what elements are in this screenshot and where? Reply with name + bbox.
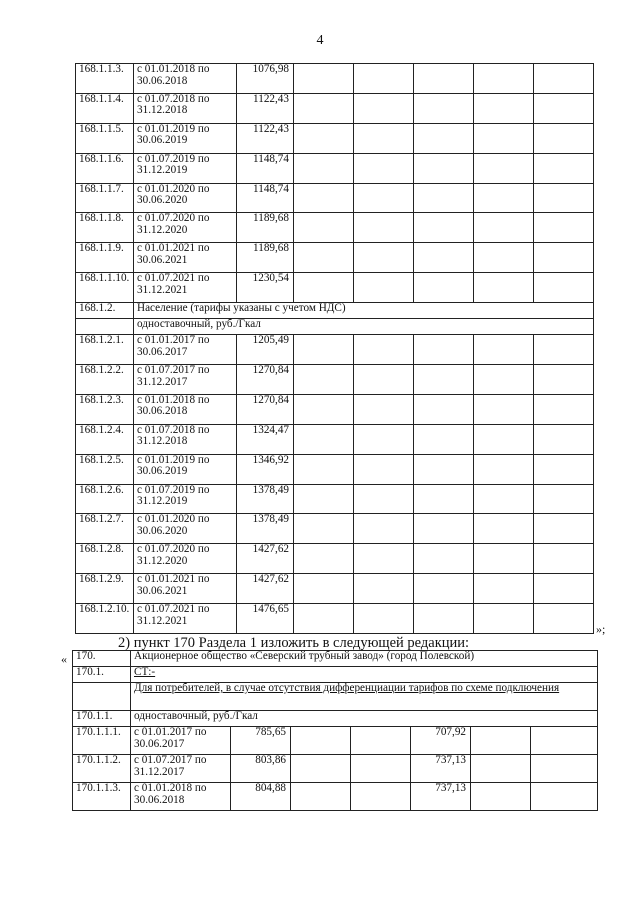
table-section-row bbox=[76, 303, 594, 319]
row-value: 1427,62 bbox=[237, 574, 294, 604]
empty-cell bbox=[414, 514, 474, 544]
empty-cell bbox=[414, 365, 474, 395]
empty-cell bbox=[474, 574, 534, 604]
table-row bbox=[73, 727, 598, 755]
empty-cell bbox=[354, 574, 414, 604]
row-period: с 01.07.2018 по 31.12.2018 bbox=[134, 93, 237, 123]
empty-cell bbox=[534, 574, 594, 604]
table-row bbox=[76, 454, 594, 484]
row-code: 170.1.1.1. bbox=[73, 727, 131, 755]
row-value: 804,88 bbox=[231, 783, 291, 811]
row-period: с 01.07.2017 по 31.12.2017 bbox=[131, 755, 231, 783]
empty-cell bbox=[294, 454, 354, 484]
table-row bbox=[76, 514, 594, 544]
empty-cell bbox=[474, 153, 534, 183]
empty-cell bbox=[531, 755, 598, 783]
empty-cell bbox=[474, 365, 534, 395]
row-code: 170.1.1.2. bbox=[73, 755, 131, 783]
empty-cell bbox=[534, 213, 594, 243]
empty-cell bbox=[354, 273, 414, 303]
row-period: с 01.07.2020 по 31.12.2020 bbox=[134, 213, 237, 243]
empty-cell bbox=[414, 243, 474, 273]
empty-cell bbox=[414, 424, 474, 454]
empty-cell bbox=[534, 335, 594, 365]
empty-cell bbox=[291, 755, 351, 783]
empty-cell bbox=[354, 365, 414, 395]
empty-cell bbox=[291, 783, 351, 811]
section-sub: одноставочный, руб./Гкал bbox=[134, 319, 594, 335]
empty-cell bbox=[474, 454, 534, 484]
row-value: 1205,49 bbox=[237, 335, 294, 365]
empty-cell bbox=[534, 394, 594, 424]
row-value: 1189,68 bbox=[237, 243, 294, 273]
empty-cell bbox=[414, 64, 474, 94]
row-code: 168.1.1.10. bbox=[76, 273, 134, 303]
row-code: 168.1.2.10. bbox=[76, 604, 134, 634]
row-value-2: 737,13 bbox=[411, 755, 471, 783]
empty-cell bbox=[531, 783, 598, 811]
row-value-2: 707,92 bbox=[411, 727, 471, 755]
org-code: 170. bbox=[73, 651, 131, 667]
empty-cell bbox=[534, 484, 594, 514]
empty-cell bbox=[414, 273, 474, 303]
empty-cell bbox=[354, 153, 414, 183]
row-period: с 01.07.2021 по 31.12.2021 bbox=[134, 273, 237, 303]
consumers-note: Для потребителей, в случае отсутствия дифференциации тарифов по схеме подключения bbox=[131, 683, 598, 711]
row-period: с 01.07.2018 по 31.12.2018 bbox=[134, 424, 237, 454]
empty-cell bbox=[354, 394, 414, 424]
empty-cell bbox=[414, 213, 474, 243]
empty-cell bbox=[294, 424, 354, 454]
ct-row bbox=[73, 667, 598, 683]
table-row bbox=[76, 64, 594, 94]
row-period: с 01.07.2019 по 31.12.2019 bbox=[134, 484, 237, 514]
row-code: 168.1.1.6. bbox=[76, 153, 134, 183]
row-period: с 01.01.2017 по 30.06.2017 bbox=[131, 727, 231, 755]
empty-cell bbox=[534, 604, 594, 634]
row-code: 168.1.2.8. bbox=[76, 544, 134, 574]
row-code: 168.1.2.3. bbox=[76, 394, 134, 424]
empty-cell bbox=[534, 243, 594, 273]
tariff-table-168 bbox=[75, 63, 594, 634]
empty-cell bbox=[414, 123, 474, 153]
row-value: 1148,74 bbox=[237, 183, 294, 213]
empty-cell bbox=[294, 183, 354, 213]
empty-cell bbox=[294, 123, 354, 153]
empty-cell bbox=[354, 454, 414, 484]
empty-cell bbox=[414, 394, 474, 424]
row-period: с 01.01.2018 по 30.06.2018 bbox=[134, 64, 237, 94]
ct-code: 170.1. bbox=[73, 667, 131, 683]
empty-cell bbox=[474, 123, 534, 153]
empty-cell bbox=[294, 93, 354, 123]
table-row bbox=[76, 365, 594, 395]
empty-cell bbox=[294, 365, 354, 395]
empty-cell bbox=[534, 544, 594, 574]
empty-cell bbox=[474, 273, 534, 303]
row-value: 1148,74 bbox=[237, 153, 294, 183]
empty-cell bbox=[474, 93, 534, 123]
one-rate-label: одноставочный, руб./Гкал bbox=[131, 711, 598, 727]
empty-cell bbox=[474, 243, 534, 273]
empty-cell bbox=[474, 213, 534, 243]
row-period: с 01.01.2019 по 30.06.2019 bbox=[134, 454, 237, 484]
empty-cell bbox=[474, 604, 534, 634]
row-code: 170.1.1.3. bbox=[73, 783, 131, 811]
empty-cell bbox=[294, 484, 354, 514]
empty-cell bbox=[471, 783, 531, 811]
amendment-paragraph: 2) пункт 170 Раздела 1 изложить в следующей редакции: bbox=[118, 635, 470, 651]
row-value-2: 737,13 bbox=[411, 783, 471, 811]
row-period: с 01.01.2020 по 30.06.2020 bbox=[134, 514, 237, 544]
row-code: 168.1.1.8. bbox=[76, 213, 134, 243]
row-code: 168.1.1.7. bbox=[76, 183, 134, 213]
section-code: 168.1.2. bbox=[76, 303, 134, 319]
row-value: 803,86 bbox=[231, 755, 291, 783]
page-number: 4 bbox=[316, 33, 324, 48]
empty-cell bbox=[294, 514, 354, 544]
table-row bbox=[76, 604, 594, 634]
empty-cell bbox=[354, 123, 414, 153]
empty-cell bbox=[354, 544, 414, 574]
empty-cell bbox=[354, 514, 414, 544]
empty-cell bbox=[414, 604, 474, 634]
empty-cell bbox=[294, 243, 354, 273]
table-row bbox=[76, 574, 594, 604]
row-code: 168.1.2.2. bbox=[76, 365, 134, 395]
empty-cell bbox=[474, 183, 534, 213]
empty-cell bbox=[294, 604, 354, 634]
table-row bbox=[76, 213, 594, 243]
empty-cell bbox=[414, 454, 474, 484]
empty-cell bbox=[294, 153, 354, 183]
table-row bbox=[76, 273, 594, 303]
empty-cell bbox=[474, 64, 534, 94]
row-code: 168.1.2.7. bbox=[76, 514, 134, 544]
table-section-sub-row bbox=[76, 319, 594, 335]
one-rate-code: 170.1.1. bbox=[73, 711, 131, 727]
table-row bbox=[76, 484, 594, 514]
empty-cell bbox=[414, 335, 474, 365]
row-value: 1324,47 bbox=[237, 424, 294, 454]
empty-cell bbox=[294, 64, 354, 94]
table-row bbox=[76, 544, 594, 574]
empty-cell bbox=[531, 727, 598, 755]
empty-cell bbox=[474, 424, 534, 454]
row-period: с 01.01.2018 по 30.06.2018 bbox=[131, 783, 231, 811]
row-value: 1476,65 bbox=[237, 604, 294, 634]
row-period: с 01.01.2019 по 30.06.2019 bbox=[134, 123, 237, 153]
table-row bbox=[76, 394, 594, 424]
empty-cell bbox=[534, 273, 594, 303]
row-code: 168.1.2.5. bbox=[76, 454, 134, 484]
empty-cell bbox=[534, 514, 594, 544]
table-row bbox=[73, 783, 598, 811]
row-value: 1230,54 bbox=[237, 273, 294, 303]
table-row bbox=[76, 243, 594, 273]
row-value: 1378,49 bbox=[237, 484, 294, 514]
row-value: 1270,84 bbox=[237, 365, 294, 395]
row-value: 1427,62 bbox=[237, 544, 294, 574]
empty-cell bbox=[534, 365, 594, 395]
empty-cell bbox=[351, 727, 411, 755]
table-row bbox=[76, 424, 594, 454]
empty-cell bbox=[351, 783, 411, 811]
row-code: 168.1.1.5. bbox=[76, 123, 134, 153]
empty-cell bbox=[474, 544, 534, 574]
empty-cell bbox=[354, 93, 414, 123]
empty-cell bbox=[354, 183, 414, 213]
empty-cell bbox=[414, 183, 474, 213]
consumers-row bbox=[73, 683, 598, 711]
empty-cell bbox=[534, 64, 594, 94]
table-row bbox=[76, 153, 594, 183]
table-row bbox=[73, 755, 598, 783]
one-rate-row bbox=[73, 711, 598, 727]
row-period: с 01.07.2017 по 31.12.2017 bbox=[134, 365, 237, 395]
empty-cell bbox=[354, 213, 414, 243]
row-value: 1122,43 bbox=[237, 123, 294, 153]
row-period: с 01.07.2021 по 31.12.2021 bbox=[134, 604, 237, 634]
empty-cell bbox=[471, 755, 531, 783]
empty-cell bbox=[474, 394, 534, 424]
row-code: 168.1.1.4. bbox=[76, 93, 134, 123]
row-code: 168.1.2.4. bbox=[76, 424, 134, 454]
empty-cell bbox=[534, 183, 594, 213]
table-row bbox=[76, 123, 594, 153]
org-row bbox=[73, 651, 598, 667]
empty-cell bbox=[534, 424, 594, 454]
row-period: с 01.01.2018 по 30.06.2018 bbox=[134, 394, 237, 424]
row-period: с 01.01.2017 по 30.06.2017 bbox=[134, 335, 237, 365]
empty-cell bbox=[474, 335, 534, 365]
row-value: 1378,49 bbox=[237, 514, 294, 544]
row-code: 168.1.2.9. bbox=[76, 574, 134, 604]
row-value: 785,65 bbox=[231, 727, 291, 755]
row-code: 168.1.1.3. bbox=[76, 64, 134, 94]
empty-cell bbox=[291, 727, 351, 755]
empty-cell bbox=[414, 574, 474, 604]
org-name: Акционерное общество «Северский трубный завод» (город Полевской) bbox=[131, 651, 598, 667]
empty-cell bbox=[294, 273, 354, 303]
empty-cell bbox=[414, 484, 474, 514]
row-value: 1270,84 bbox=[237, 394, 294, 424]
empty-cell bbox=[534, 153, 594, 183]
empty-cell bbox=[414, 544, 474, 574]
empty-cell bbox=[474, 514, 534, 544]
row-code: 168.1.2.1. bbox=[76, 335, 134, 365]
empty-cell bbox=[354, 424, 414, 454]
table-row bbox=[76, 335, 594, 365]
empty-cell bbox=[294, 394, 354, 424]
tariff-table-170 bbox=[72, 650, 598, 811]
empty-cell bbox=[351, 755, 411, 783]
row-period: с 01.07.2019 по 31.12.2019 bbox=[134, 153, 237, 183]
empty-cell bbox=[354, 64, 414, 94]
empty-cell bbox=[534, 123, 594, 153]
row-value: 1189,68 bbox=[237, 213, 294, 243]
empty-cell bbox=[534, 454, 594, 484]
closing-quote: »; bbox=[596, 622, 606, 636]
empty-cell bbox=[354, 604, 414, 634]
empty-cell bbox=[471, 727, 531, 755]
opening-quote: « bbox=[61, 652, 67, 666]
empty-cell bbox=[294, 335, 354, 365]
row-value: 1122,43 bbox=[237, 93, 294, 123]
empty-cell bbox=[294, 574, 354, 604]
empty-cell bbox=[294, 213, 354, 243]
table-row bbox=[76, 93, 594, 123]
empty-cell bbox=[354, 484, 414, 514]
empty-cell bbox=[354, 335, 414, 365]
row-code: 168.1.2.6. bbox=[76, 484, 134, 514]
row-period: с 01.01.2021 по 30.06.2021 bbox=[134, 243, 237, 273]
row-code: 168.1.1.9. bbox=[76, 243, 134, 273]
ct-label: СТ:- bbox=[131, 667, 598, 683]
empty-cell bbox=[414, 153, 474, 183]
row-period: с 01.01.2021 по 30.06.2021 bbox=[134, 574, 237, 604]
row-value: 1346,92 bbox=[237, 454, 294, 484]
empty-cell bbox=[414, 93, 474, 123]
empty-cell bbox=[474, 484, 534, 514]
row-period: с 01.07.2020 по 31.12.2020 bbox=[134, 544, 237, 574]
row-period: с 01.01.2020 по 30.06.2020 bbox=[134, 183, 237, 213]
empty-cell bbox=[354, 243, 414, 273]
empty-cell bbox=[294, 544, 354, 574]
row-value: 1076,98 bbox=[237, 64, 294, 94]
empty-cell bbox=[534, 93, 594, 123]
section-title: Население (тарифы указаны с учетом НДС) bbox=[134, 303, 594, 319]
table-row bbox=[76, 183, 594, 213]
